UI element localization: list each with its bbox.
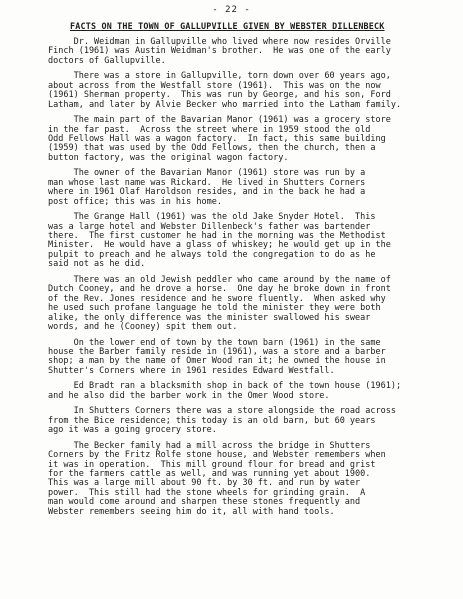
text-line: post office; this was in his home. — [48, 196, 222, 207]
text-line: Webster remembers seeing him do it, all with hand tools. — [48, 506, 335, 517]
text-line: he used such profane language he told the minister they were both — [48, 303, 381, 314]
text-line: Corners by the Fritz Rolfe stone house, and Webster remembers when — [48, 450, 386, 461]
text-line: there. The first customer he had in the morning was the Methodist — [48, 231, 386, 242]
text-line: The Becker family had a mill across the bridge in Shutters — [48, 440, 371, 451]
text-line: about across from the Westfall store (1961). This was on the now — [48, 80, 381, 91]
paragraph — [48, 38, 443, 66]
text-line: man whose last name was Rickard. He lived in Shutters Corners — [48, 177, 366, 188]
text-line: was a large hotel and Webster Dillenbeck's father was bartender — [48, 221, 371, 232]
text-line: pulpit to preach and he always told the congregation to do as he — [48, 249, 376, 260]
text-line: Finch (1961) was Austin Weidman's brother. He was one of the early — [48, 46, 391, 57]
text-line: The main part of the Bavarian Manor (1961) was a grocery store — [48, 115, 391, 126]
text-line: from the Bice residence; this today is an old barn, but 60 years — [48, 415, 376, 426]
paragraph — [48, 213, 443, 269]
text-line: (1959) that was used by the Odd Fellows, then the church, then a — [48, 143, 376, 154]
text-line: In Shutters Corners there was a store alongside the road across — [48, 406, 396, 417]
paragraph — [48, 276, 443, 332]
text-line: man would come around and sharpen these stones frequently and — [48, 497, 361, 508]
text-line: This was a large mill about 90 ft. by 30 ft. and run by water — [48, 478, 361, 489]
paragraph — [48, 169, 443, 207]
text-line: of the Rev. Jones residence and he swore fluently. When asked why — [48, 293, 386, 304]
text-line: alike, the only difference was the minister swallowed his swear — [48, 312, 371, 323]
text-line: button factory, was the original wagon factory. — [48, 152, 289, 163]
page-number: - 22 - — [212, 5, 251, 15]
paragraph — [48, 382, 443, 401]
text-line: words, and he (Cooney) spit them out. — [48, 321, 238, 332]
text-line: There was a store in Gallupville, torn down over 60 years ago, — [48, 71, 391, 82]
text-line: Dr. Weidman in Gallupville who lived where now resides Orville — [48, 37, 391, 47]
text-line: Odd Fellows Hall was a wagon factory. In fact, this same building — [48, 134, 386, 145]
text-line: Latham, and later by Alvie Becker who married into the Latham family. — [48, 99, 402, 110]
text-line: Minister. He would have a glass of whiskey; he would get up in the — [48, 240, 391, 251]
text-line: power. This still had the stone wheels for grinding grain. A — [48, 487, 366, 498]
paragraph — [48, 407, 443, 435]
text-line: in the far past. Across the street where in 1959 stood the old — [48, 124, 371, 135]
text-line: for the farmers cattle as well, and was running yet about 1900. — [48, 468, 371, 479]
document-body — [48, 38, 443, 523]
text-line: On the lower end of town by the town barn (1961) in the same — [48, 337, 381, 348]
page-heading: FACTS ON THE TOWN OF GALLUPVILLE GIVEN BY WEBSTER DILLENBECK — [70, 21, 385, 31]
text-line: Dutch Cooney, and he drove a horse. One day he broke down in front — [48, 284, 391, 295]
text-line: ago it was a going grocery store. — [48, 425, 217, 436]
text-line: and he also did the barber work in the Omer Wood store. — [48, 390, 330, 401]
paragraph — [48, 442, 443, 517]
text-line: doctors of Gallupville. — [48, 55, 166, 66]
text-line: Ed Bradt ran a blacksmith shop in back of the town house (1961); — [48, 381, 402, 392]
text-line: (1961) Sherman property. This was run by George, and his son, Ford — [48, 90, 391, 101]
text-line: The owner of the Bavarian Manor (1961) store was run by a — [48, 168, 366, 179]
text-line: house the Barber family reside in (1961), was a store and a barber — [48, 346, 386, 357]
text-line: said not as he did. — [48, 259, 146, 270]
paragraph — [48, 116, 443, 163]
text-line: shop; a man by the name of Omer Wood ran it; he owned the house in — [48, 356, 386, 367]
paragraph — [48, 339, 443, 377]
paragraph — [48, 72, 443, 110]
text-line: There was an old Jewish peddler who came around by the name of — [48, 274, 391, 285]
text-line: Shutter's Corners where in 1961 resides Edward Westfall. — [48, 365, 335, 376]
text-line: it was in operation. This mill ground flour for bread and grist — [48, 459, 376, 470]
text-line: where in 1961 Olaf Haroldson resides, and in the back he had a — [48, 187, 366, 198]
text-line: The Grange Hall (1961) was the old Jake Snyder Hotel. This — [48, 212, 376, 223]
